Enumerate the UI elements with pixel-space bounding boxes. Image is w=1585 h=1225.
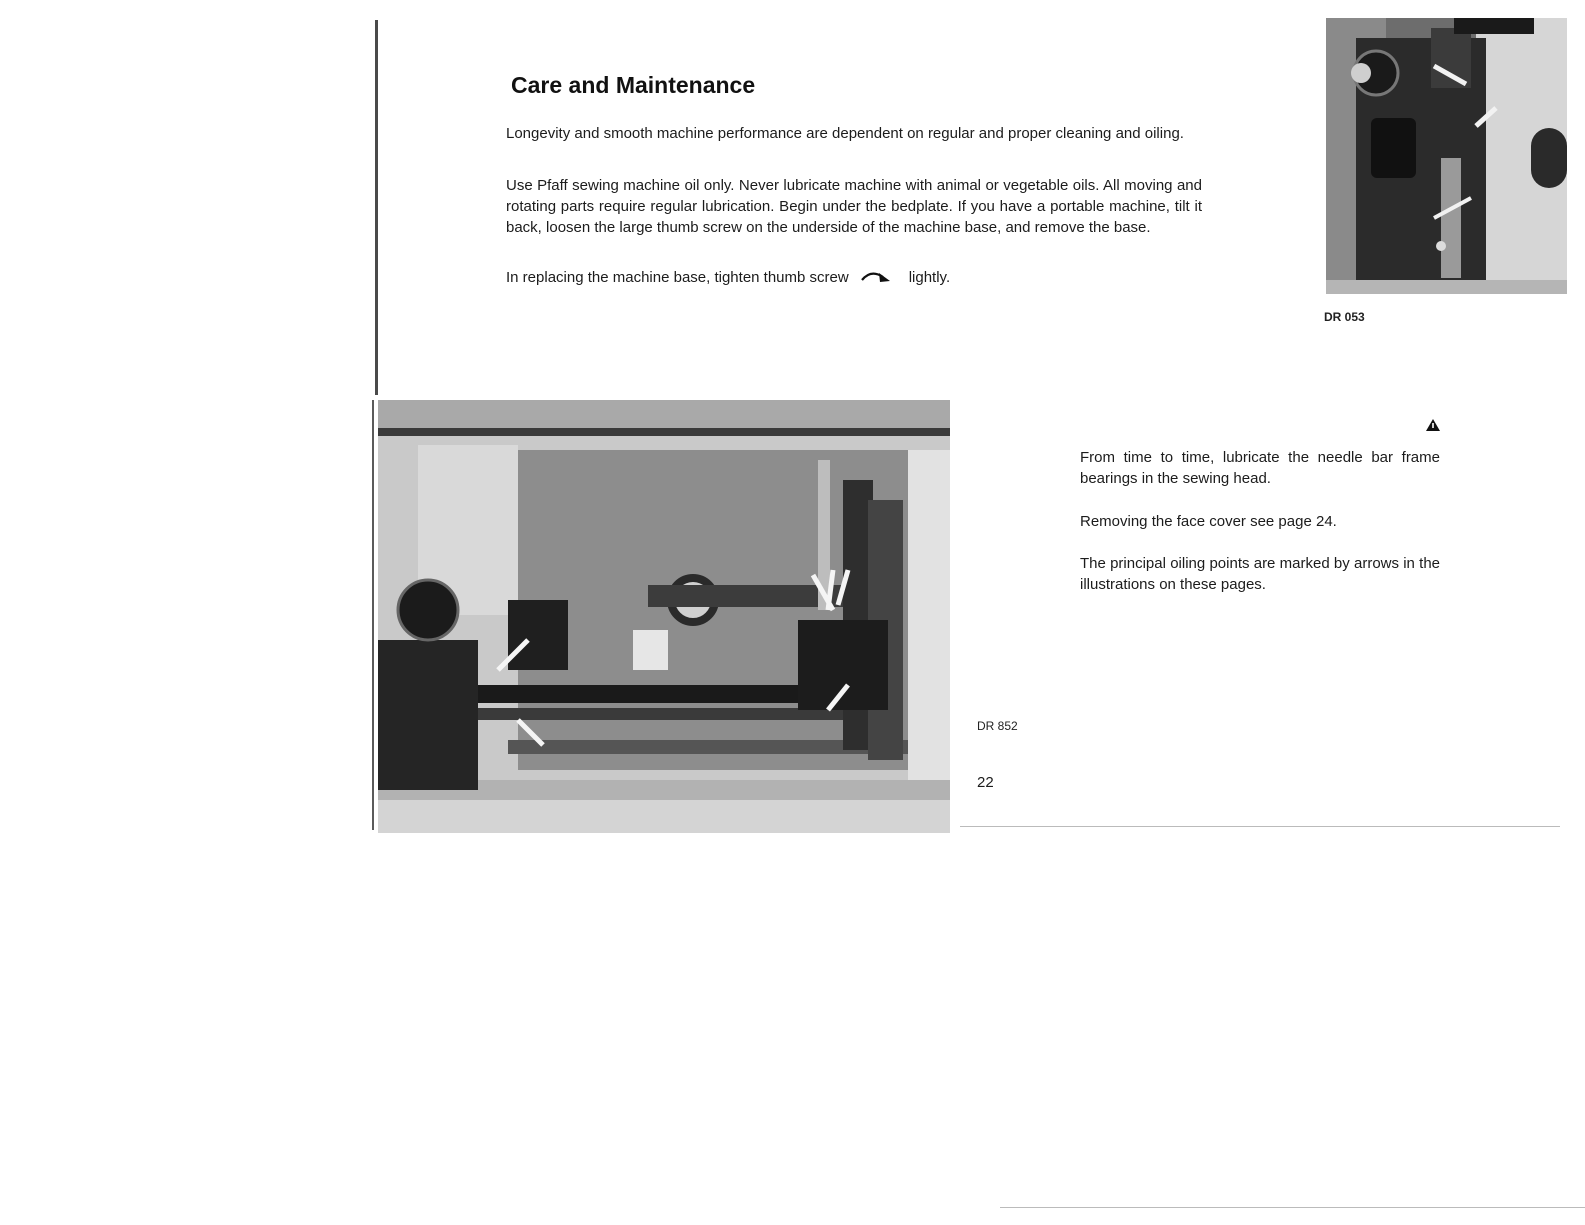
oiling-points-paragraph: The principal oiling points are marked by arrows in the illustrations on these pages. xyxy=(1080,555,1440,593)
replace-text-after: lightly. xyxy=(908,269,951,286)
binding-edge xyxy=(375,20,378,395)
intro-paragraph: Longevity and smooth machine performance are dependent on regular and proper cleaning and oiling. xyxy=(506,125,1184,142)
oil-paragraph: Use Pfaff sewing machine oil only. Never lubricate machine with animal or vegetable oils. All moving and rotating parts require regular lubrication. Begin under the bedplate. If you have a portable machine, tilt it back, loosen the large thumb screw on the underside of the machine base, and remove the base. xyxy=(506,177,1202,236)
bedplate-underside-photo xyxy=(378,400,950,833)
figure-caption-top: DR 053 xyxy=(1324,310,1365,324)
sewing-head-photo xyxy=(1326,18,1567,294)
replace-base-paragraph xyxy=(506,267,1202,288)
bottom-rule xyxy=(960,826,1560,827)
page-title: Care and Maintenance xyxy=(511,72,756,98)
figure-caption-bottom: DR 852 xyxy=(977,719,1018,733)
needle-bar-paragraph: From time to time, lubricate the needle bar frame bearings in the sewing head. xyxy=(1080,449,1440,487)
page-edge-rule xyxy=(1000,1207,1585,1208)
replace-text-before: In replacing the machine base, tighten thumb screw xyxy=(506,269,849,286)
binding-edge-lower xyxy=(372,400,374,830)
warning-triangle-icon xyxy=(1426,419,1440,431)
face-cover-paragraph: Removing the face cover see page 24. xyxy=(1080,513,1337,530)
clockwise-arrow-icon xyxy=(859,268,895,284)
page-number: 22 xyxy=(977,774,994,791)
